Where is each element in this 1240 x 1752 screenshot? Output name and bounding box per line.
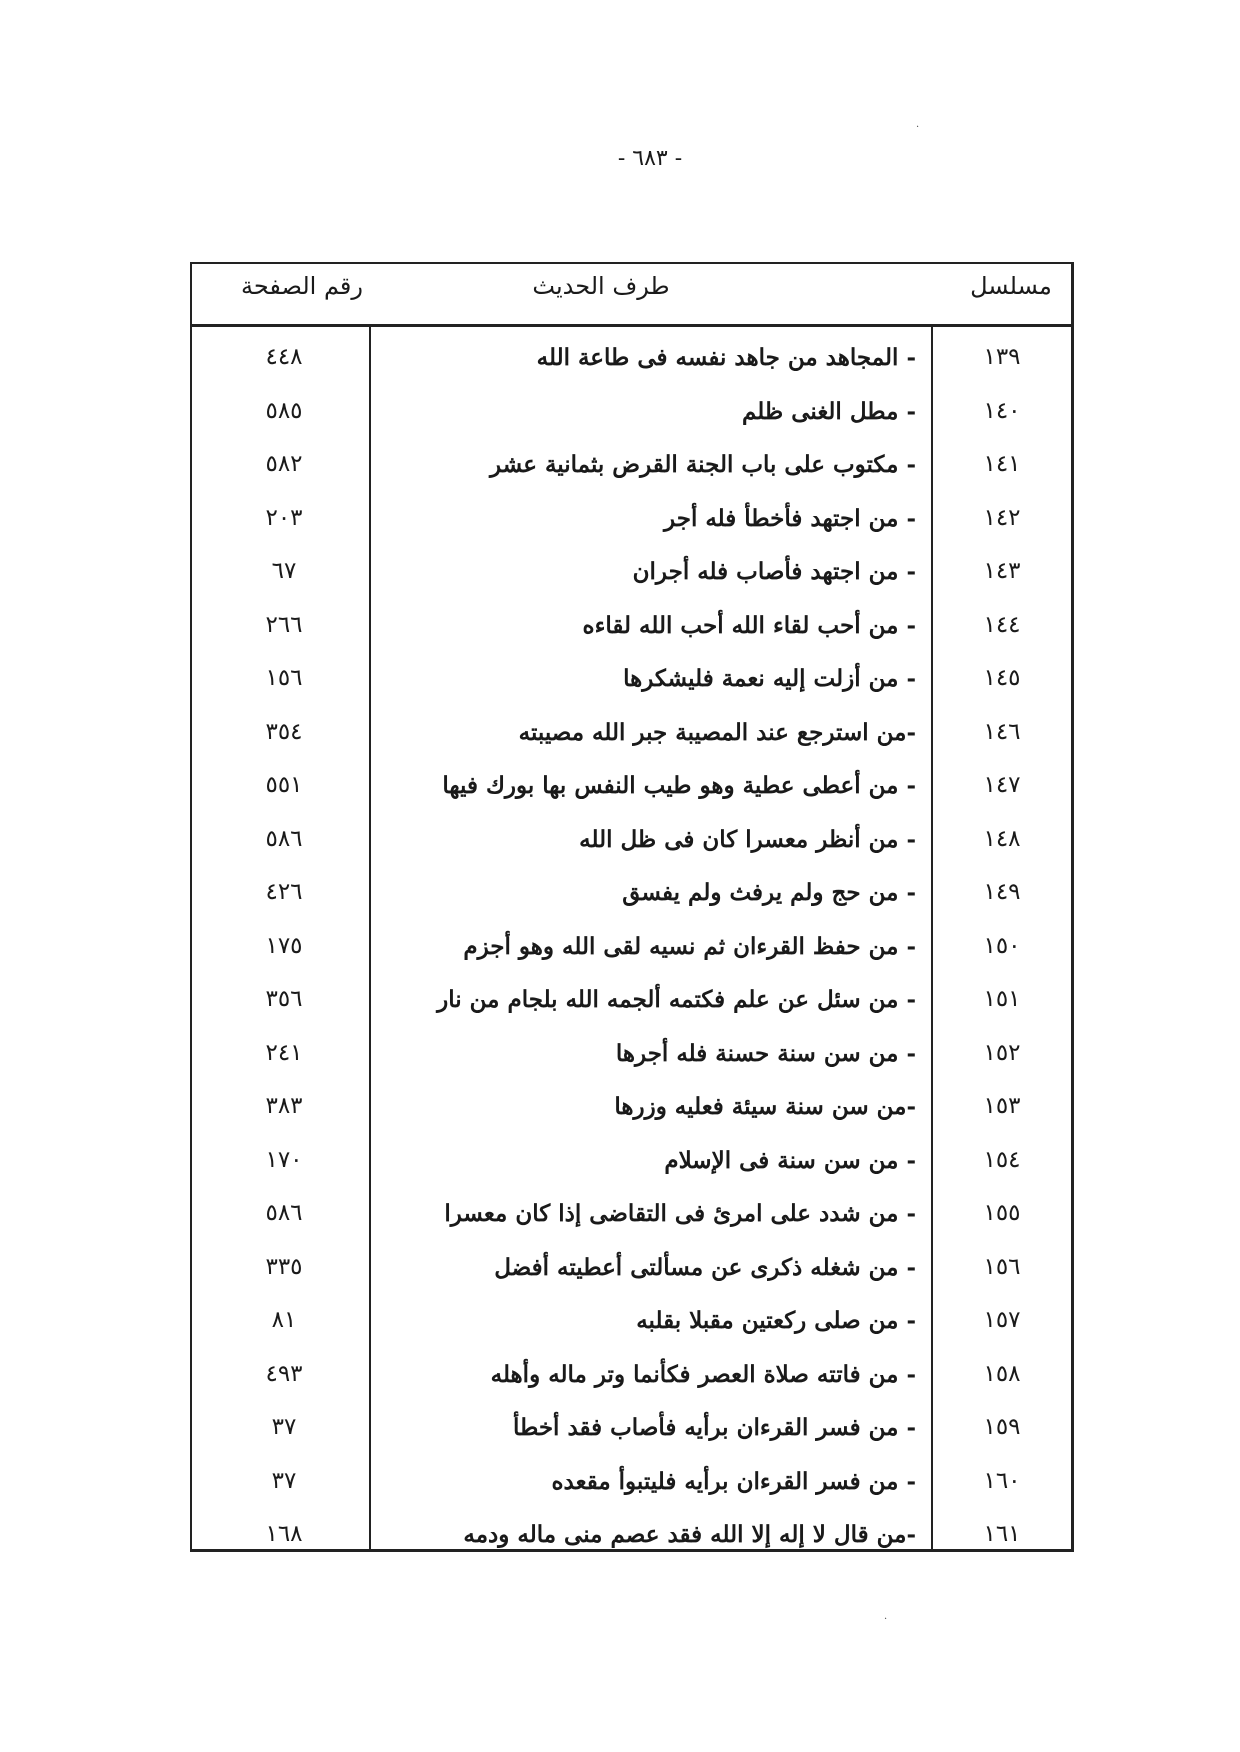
- serial-cell: ١٤٠: [983, 397, 1021, 424]
- table-row: [192, 1141, 1071, 1195]
- serial-cell: ١٤٨: [983, 825, 1021, 852]
- table-row: [192, 659, 1071, 713]
- header-page-number: رقم الصفحة: [241, 272, 363, 300]
- table-row: [192, 1301, 1071, 1355]
- page-number-cell: ٢٤١: [265, 1039, 303, 1066]
- page-number-cell: ٨١: [271, 1307, 297, 1333]
- serial-cell: ١٣٩: [983, 344, 1021, 370]
- table-row: [192, 1355, 1071, 1409]
- hadith-cell: - من أنظر معسرا كان فى ظل الله: [579, 825, 916, 853]
- table-row: [192, 713, 1071, 767]
- page-number-cell: ١٧٥: [265, 932, 303, 959]
- hadith-cell: - من أحب لقاء الله أحب الله لقاءه: [582, 611, 916, 639]
- page-number-cell: ٤٩٣: [265, 1360, 303, 1387]
- scan-speck: ·: [916, 122, 920, 133]
- hadith-cell: - المجاهد من جاهد نفسه فى طاعة الله: [536, 344, 916, 371]
- page-number-cell: ٣٥٦: [265, 986, 303, 1012]
- hadith-cell: - من سن سنة حسنة فله أجرها: [615, 1039, 916, 1067]
- page-number-cell: ٤٤٨: [265, 344, 303, 370]
- table-row: [192, 552, 1071, 606]
- page-number-cell: ٥٨٦: [265, 825, 303, 852]
- hadith-cell: - من حج ولم يرفث ولم يفسق: [622, 879, 916, 906]
- table-row: [192, 606, 1071, 660]
- table-row: [192, 392, 1071, 446]
- hadith-cell: - من فسر القرءان برأيه فأصاب فقد أخطأ: [512, 1414, 916, 1441]
- table-row: [192, 445, 1071, 499]
- page-number-cell: ١٦٨: [265, 1521, 303, 1547]
- hadith-cell: -من استرجع عند المصيبة جبر الله مصيبته: [518, 718, 916, 746]
- hadith-cell: - من فسر القرءان برأيه فليتبوأ مقعده: [551, 1467, 916, 1495]
- serial-cell: ١٥٤: [983, 1146, 1021, 1173]
- hadith-cell: - من شغله ذكرى عن مسألتى أعطيته أفضل: [494, 1253, 916, 1281]
- hadith-cell: - من سئل عن علم فكتمه ألجمه الله بلجام من نار: [437, 986, 916, 1013]
- serial-cell: ١٥٥: [983, 1200, 1021, 1226]
- serial-cell: ١٥٧: [983, 1307, 1021, 1333]
- hadith-cell: - من أزلت إليه نعمة فليشكرها: [623, 665, 916, 692]
- serial-cell: ١٤٣: [983, 558, 1021, 584]
- page-number-cell: ٣٥٤: [265, 718, 303, 745]
- table-row: [192, 499, 1071, 553]
- page-number-cell: ٥٥١: [265, 772, 303, 798]
- page-number-cell: ١٧٠: [265, 1146, 303, 1173]
- hadith-cell: -من قال لا إله إلا الله فقد عصم منى ماله ودمه: [463, 1521, 916, 1548]
- serial-cell: ١٥٢: [983, 1039, 1021, 1066]
- page-number-cell: ٤٢٦: [265, 879, 303, 905]
- serial-cell: ١٥٣: [983, 1093, 1021, 1119]
- serial-cell: ١٥٨: [983, 1360, 1021, 1387]
- hadith-cell: - من سن سنة فى الإسلام: [664, 1146, 916, 1174]
- page-number-cell: ٥٨٦: [265, 1200, 303, 1226]
- serial-cell: ١٤٢: [983, 504, 1021, 531]
- hadith-cell: - من اجتهد فأخطأ فله أجر: [664, 504, 916, 532]
- table-header: [192, 264, 1071, 327]
- page-number-cell: ٣٧: [271, 1414, 297, 1440]
- table-row: [192, 927, 1071, 981]
- serial-cell: ١٥١: [983, 986, 1021, 1012]
- hadith-cell: - من شدد على امرئ فى التقاضى إذا كان معسرا: [444, 1200, 916, 1227]
- hadith-cell: - من فاتته صلاة العصر فكأنما وتر ماله وأهله: [490, 1360, 916, 1388]
- page-number: - ٦٨٣ -: [617, 146, 683, 171]
- page-number-cell: ١٥٦: [265, 665, 303, 691]
- hadith-cell: -من سن سنة سيئة فعليه وزرها: [614, 1093, 916, 1120]
- table-row: [192, 980, 1071, 1034]
- table-row: [192, 1515, 1071, 1569]
- table-body: [192, 338, 1071, 1569]
- hadith-cell: - مطل الغنى ظلم: [741, 397, 916, 425]
- page-number-cell: ٥٨٥: [265, 397, 303, 424]
- serial-cell: ١٥٦: [983, 1253, 1021, 1280]
- page-number-cell: ٣٣٥: [265, 1253, 303, 1280]
- page-number-cell: ٢٦٦: [265, 611, 303, 638]
- page-number-cell: ٣٨٣: [265, 1093, 303, 1119]
- page-number-cell: ٣٧: [271, 1467, 297, 1494]
- table-row: [192, 873, 1071, 927]
- hadith-cell: - من حفظ القرءان ثم نسيه لقى الله وهو أجزم: [463, 932, 916, 960]
- header-hadith: طرف الحديث: [532, 272, 670, 300]
- table-row: [192, 1194, 1071, 1248]
- serial-cell: ١٤٦: [983, 718, 1021, 745]
- serial-cell: ١٤٤: [983, 611, 1021, 638]
- serial-cell: ١٤٧: [983, 772, 1021, 798]
- serial-cell: ١٤٥: [983, 665, 1021, 691]
- table-row: [192, 1248, 1071, 1302]
- table-row: [192, 1034, 1071, 1088]
- serial-cell: ١٤٩: [983, 879, 1021, 905]
- scan-speck: ·: [884, 1614, 888, 1625]
- header-serial: مسلسل: [970, 272, 1052, 300]
- hadith-cell: - من أعطى عطية وهو طيب النفس بها بورك فيها: [442, 772, 916, 799]
- serial-cell: ١٤١: [983, 451, 1021, 477]
- table-row: [192, 1462, 1071, 1516]
- serial-cell: ١٦٠: [983, 1467, 1021, 1494]
- page-number-cell: ٦٧: [271, 558, 297, 584]
- table-row: [192, 1087, 1071, 1141]
- table-row: [192, 766, 1071, 820]
- page-number-cell: ٢٠٣: [265, 504, 303, 531]
- table-row: [192, 820, 1071, 874]
- serial-cell: ١٥٠: [983, 932, 1021, 959]
- hadith-cell: - مكتوب على باب الجنة القرض بثمانية عشر: [490, 451, 916, 478]
- hadith-index-table: [190, 262, 1074, 1552]
- hadith-cell: - من صلى ركعتين مقبلا بقلبه: [636, 1307, 916, 1334]
- table-row: [192, 1408, 1071, 1462]
- page-number-cell: ٥٨٢: [265, 451, 303, 477]
- serial-cell: ١٥٩: [983, 1414, 1021, 1440]
- hadith-cell: - من اجتهد فأصاب فله أجران: [632, 558, 916, 585]
- table-row: [192, 338, 1071, 392]
- serial-cell: ١٦١: [983, 1521, 1021, 1547]
